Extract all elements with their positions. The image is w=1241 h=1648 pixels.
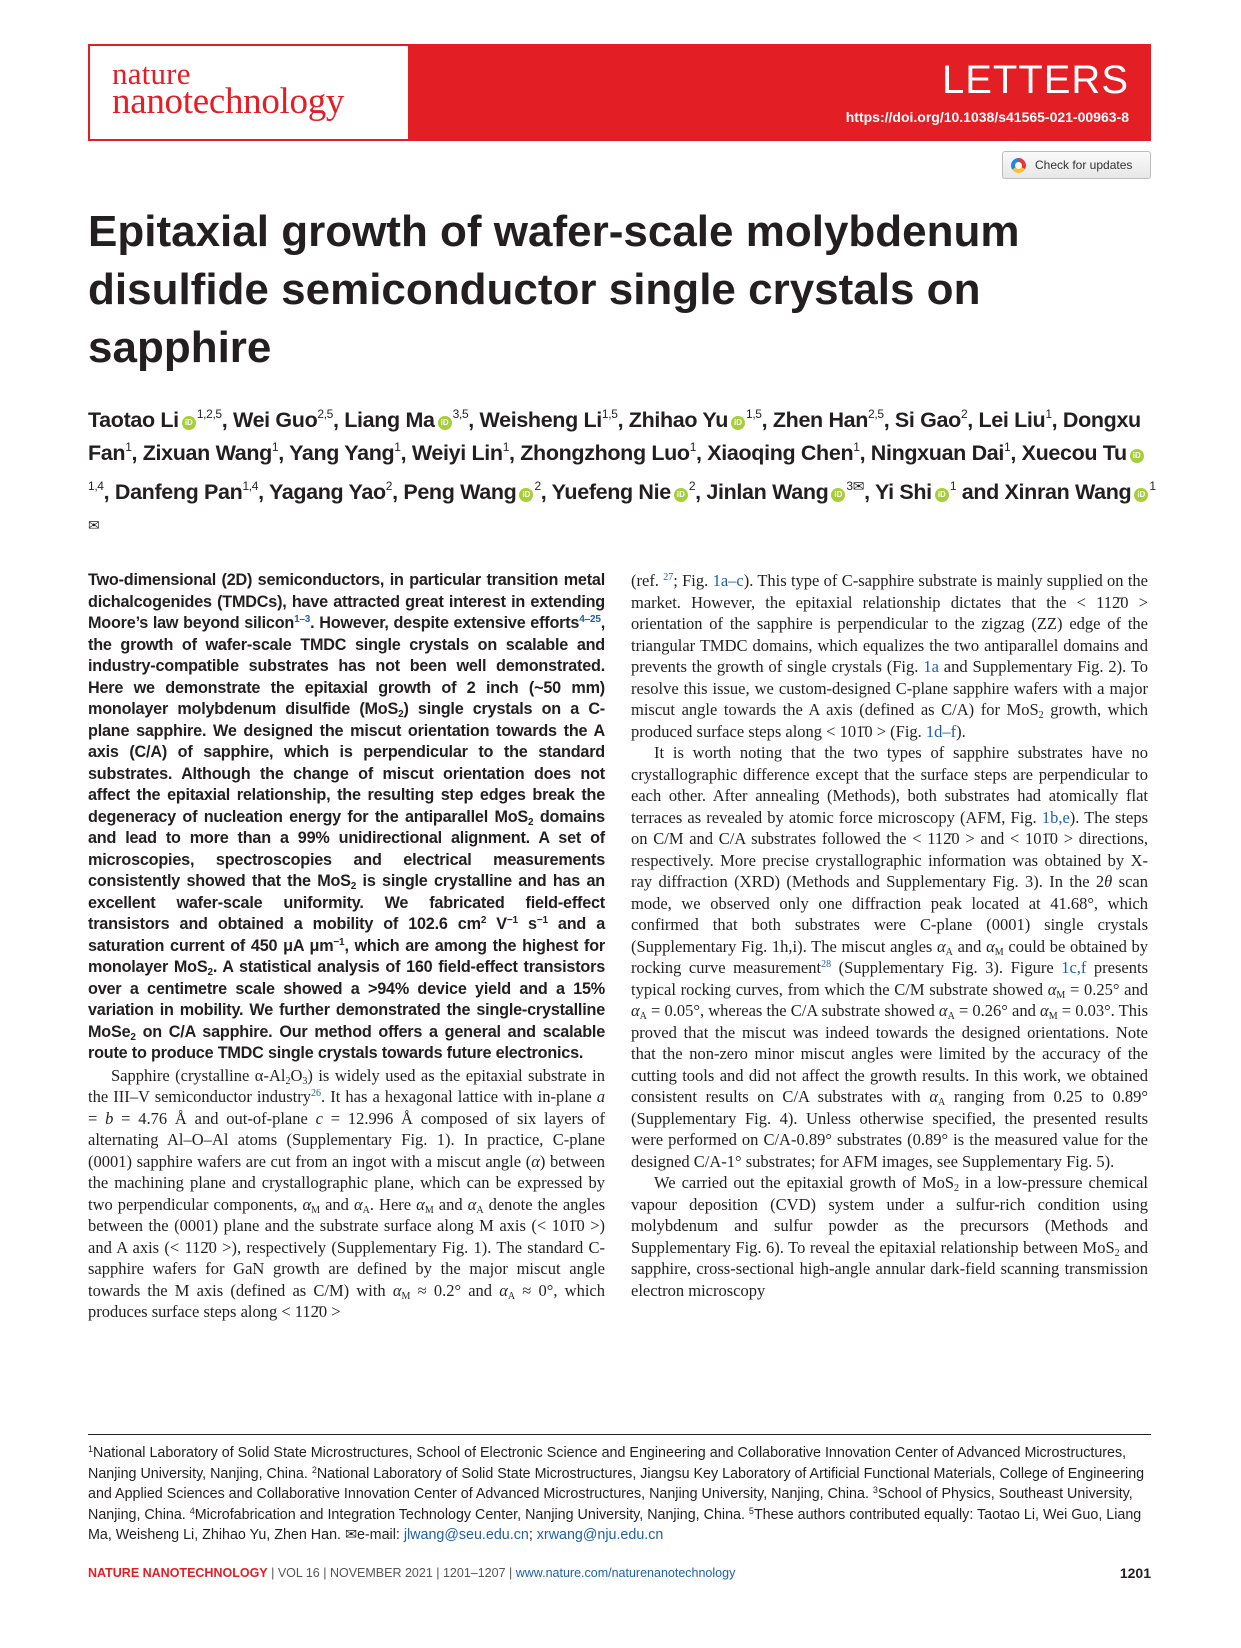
section-label: LETTERS (941, 58, 1129, 102)
journal-logo-box (88, 44, 410, 141)
orcid-icon[interactable]: iD (935, 488, 949, 502)
body-paragraph: Sapphire (crystalline $\alpha-Al_2O_3$) is widely used as the epitaxial substrate in the III–V semiconductor industry$^{26}$. It has a hexagonal lattice with in-plane a = b = 4.76 Å and out-of-plane c = 12.996 Å composed of six layers of alternating Al–O–Al atoms (Supplementary Fig. 1). In practice, C-plane (0001) sapphire wafers are cut from an ingot with a miscut angle (α) between the machining plane and crystallographic plane, which can be expressed by two perpendicular components, $\alpha_M$ and $\alpha_A$. Here $\alpha_M$ and $\alpha_A$ denote the angles between the (0001) plane and the substrate surface along M axis (< 101̄0 >) and A axis (< 112̄0 >), respectively (Supplementary Fig. 1). The standard C-sapphire wafers for GaN growth are defined by the major miscut angle towards the M axis (defined as C/M) with $\alpha_M \approx 0.2^\circ$ and $\alpha_A \approx 0^\circ$, which produces surface steps along < 112̄0 > (88, 1065, 606, 1321)
mail-icon: ✉ (852, 478, 865, 494)
doi-link[interactable]: https://doi.org/10.1038/s41565-021-00963-8 (845, 109, 1129, 125)
footer-website-link[interactable]: www.nature.com/naturenanotechnology (515, 1566, 736, 1580)
footnote-divider (88, 1434, 1151, 1435)
orcid-icon[interactable]: iD (674, 488, 688, 502)
check-for-updates-label: Check for updates (1035, 158, 1133, 172)
journal-logo[interactable] (112, 56, 345, 122)
page-footer (88, 1566, 1151, 1580)
left-column (88, 570, 605, 1323)
crossmark-icon (1011, 158, 1026, 173)
footer-issue-info: | VOL 16 | NOVEMBER 2021 | 1201–1207 | (267, 1566, 516, 1580)
orcid-icon[interactable]: iD (831, 488, 845, 502)
orcid-icon[interactable]: iD (1134, 488, 1148, 502)
abstract: Two-dimensional (2D) semiconductors, in particular transition metal dichalcogenides (TMDCs), have attracted great interest in extending Moore’s law beyond silicon$^{1-3}$. However, despite extensive efforts$^{4-25}$, the growth of wafer-scale TMDC single crystals on scalable and industry-compatible substrates has not been well demonstrated. Here we demonstrate the epitaxial growth of 2 inch (~50 mm) monolayer molybdenum disulfide (MoS$_2$) single crystals on a C-plane sapphire. We designed the miscut orientation towards the A axis (C/A) of sapphire, which is perpendicular to the standard substrates. Although the change of miscut orientation does not affect the epitaxial relationship, the resulting step edges break the degeneracy of nucleation energy for the antiparallel MoS$_2$ domains and lead to more than a 99% unidirectional alignment. A set of microscopies, spectroscopies and electrical measurements consistently showed that the MoS$_2$ is single crystalline and has an excellent wafer-scale uniformity. We fabricated field-effect transistors and obtained a mobility of 102.6 $cm^2$ $V^{-1}$ $s^{-1}$ and a saturation current of 450 μA $\mu m^{-1}$, which are among the highest for monolayer MoS$_2$. A statistical analysis of 160 field-effect transistors over a centimetre scale showed a >94% device yield and a 15% variation in mobility. We further demonstrated the single-crystalline MoSe$_2$ on C/A sapphire. Our method offers a general and scalable route to produce TMDC single crystals towards future electronics. (88, 571, 606, 1062)
orcid-icon[interactable]: iD (731, 416, 745, 430)
journal-logo-line1: nature (112, 56, 191, 91)
affiliations: $^1$National Laboratory of Solid State Microstructures, School of Electronic Science and Engineering and Collaborative Innovation Center of Advanced Microstructures, Nanjing University, Nanjing, China. $^2$National Laboratory of Solid State Microstructures, Jiangsu Key Laboratory of Artificial Functional Materials, College of Engineering and Applied Sciences and Collaborative Innovation Center of Advanced Microstructures, Nanjing University, Nanjing, China. $^3$School of Physics, Southeast University, Nanjing, China. $^4$Microfabrication and Integration Technology Center, Nanjing University, Nanjing, China. $^5$These authors contributed equally: Taotao Li, Wei Guo, Liang Ma, Weisheng Li, Zhihao Yu, Zhen Han. ✉e-mail: jlwang@seu.edu.cn; xrwang@nju.edu.cn (88, 1444, 1145, 1543)
journal-logo-line2: nanotechnology (112, 81, 345, 122)
orcid-icon[interactable]: iD (438, 416, 452, 430)
right-column (631, 570, 1148, 1301)
mail-icon: ✉ (88, 517, 100, 533)
orcid-icon[interactable]: iD (1130, 449, 1144, 463)
orcid-icon[interactable]: iD (182, 416, 196, 430)
footer-journal-name: NATURE NANOTECHNOLOGY (88, 1566, 268, 1580)
check-for-updates-button[interactable] (1002, 151, 1151, 179)
header-banner (410, 44, 1151, 141)
body-paragraph: It is worth noting that the two types of sapphire substrates have no crystallographic difference except that the surface steps are perpendicular to each other. After annealing (Methods), both substrates had atomically flat terraces as revealed by atomic force microscopy (AFM, Fig. 1b,e). The steps on C/M and C/A substrates followed the < 112̄0 > and < 101̄0 > directions, respectively. More precise crystallographic information was obtained by X-ray diffraction (XRD) (Methods and Supplementary Fig. 3). In the 2θ scan mode, we observed only one diffraction peak located at 41.68°, which confirmed that both substrates were C-plane (0001) single crystals (Supplementary Fig. 1h,i). The miscut angles $\alpha_A$ and $\alpha_M$ could be obtained by rocking curve measurement$^{28}$ (Supplementary Fig. 3). Figure 1c,f presents typical rocking curves, from which the C/M substrate showed $\alpha_M = 0.25^\circ$ and $\alpha_A = 0.05^\circ$, whereas the C/A substrate showed $\alpha_A = 0.26^\circ$ and $\alpha_M = 0.03^\circ$. This proved that the miscut was indeed towards the designed orientations. Note that the non-zero minor miscut angles were limited by the accuracy of the cutting tools and did not affect the growth results. In this work, we obtained consistent results on C/A substrates with $\alpha_A$ ranging from 0.25 to 0.89° (Supplementary Fig. 4). Unless otherwise specified, the presented results were performed on C/A-0.89° substrates (0.89° is the measured value for the designed C/A-1° substrates; for AFM images, see Supplementary Fig. 5). (631, 743, 1149, 1171)
mail-icon: ✉ (344, 1527, 357, 1543)
article-title: Epitaxial growth of wafer-scale molybdenum disulfide semiconductor single crystals on sapphire (88, 207, 1020, 372)
orcid-icon[interactable]: iD (519, 488, 533, 502)
body-paragraph: We carried out the epitaxial growth of MoS$_2$ in a low-pressure chemical vapour deposition (CVD) system under a sulfur-rich condition using molybdenum and sulfur powder as the precursors (Methods and Supplementary Fig. 6). To reveal the epitaxial relationship between MoS$_2$ and sapphire, cross-sectional high-angle annular dark-field scanning transmission electron microscopy (631, 1173, 1148, 1300)
page-number: 1201 (1119, 1565, 1151, 1581)
author-list: Taotao Li iD$^{1,2,5}$, Wei Guo$^{2,5}$, Liang Ma iD$^{3,5}$, Weisheng Li$^{1,5}$, Zhihao Yu iD$^{1,5}$, Zhen Han$^{2,5}$, Si Gao$^2$, Lei Liu$^1$, Dongxu Fan$^1$, Zixuan Wang$^1$, Yang Yang$^1$, Weiyi Lin$^1$, Zhongzhong Luo$^1$, Xiaoqing Chen$^1$, Ningxuan Dai$^1$, Xuecou Tu iD$^{1,4}$, Danfeng Pan$^{1,4}$, Yagang Yao$^2$, Peng Wang $iD^2$, Yuefeng Nie $iD^2$, Jinlan Wang $iD^{3✉}$, Yi Shi $iD^1$ and Xinran Wang $iD^{1✉}$ (88, 407, 1156, 533)
body-paragraph: (ref. $^{27}$; Fig. 1a–c). This type of C-sapphire substrate is mainly supplied on the market. However, the epitaxial relationship dictates that the < 112̄0 > orientation of the sapphire is perpendicular to the zigzag (ZZ) edge of the triangular TMDC domains, which equalizes the two antiparallel domains and prevents the growth of single crystals (Fig. 1a and Supplementary Fig. 2). To resolve this issue, we custom-designed C-plane sapphire wafers with a major miscut angle towards the A axis (defined as C/A) for MoS$_2$ growth, which produced surface steps along < 101̄0 > (Fig. 1d–f). (631, 571, 1148, 741)
